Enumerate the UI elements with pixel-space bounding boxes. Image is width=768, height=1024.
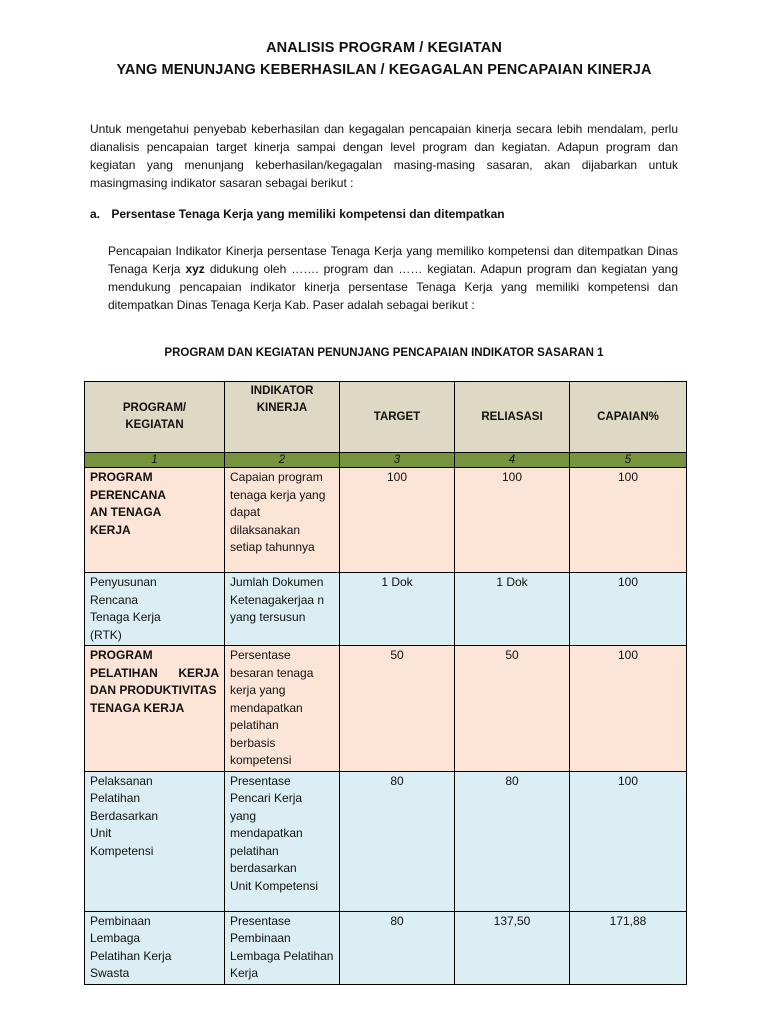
program-name-first: PROGRAM PELATIHAN KERJA <box>90 648 219 680</box>
section-paragraph <box>108 242 678 314</box>
program-name <box>85 646 225 772</box>
indicator-text: Presentase Pembinaan Lembaga Pelatihan Kerja <box>225 911 340 984</box>
kegiatan-name: Penyusunan Rencana Tenaga Kerja (RTK) <box>85 573 225 646</box>
header-program: PROGRAM/ KEGIATAN <box>85 382 225 453</box>
column-number: 1 <box>85 453 225 468</box>
table-title: PROGRAM DAN KEGIATAN PENUNJANG PENCAPAIAN INDIKATOR SASARAN 1 <box>164 347 604 359</box>
target-value: 100 <box>340 468 455 573</box>
section-heading <box>90 207 505 221</box>
target-value: 1 Dok <box>340 573 455 646</box>
column-number: 4 <box>455 453 570 468</box>
section-paragraph-part2: didukung oleh ……. program dan …… kegiatan. Adapun program dan kegiatan yang mendukung pencapaian indikator kinerja persentase Tenaga Kerja yang memiliki kompetensi dan ditempatkan Dinas Tenaga Kerja Kab. Paser adalah sebagai berikut : <box>108 262 678 312</box>
header-indikator: INDIKATOR KINERJA <box>225 382 340 453</box>
header-target: TARGET <box>340 382 455 453</box>
target-value: 50 <box>340 646 455 772</box>
header-realisasi: RELIASASI <box>455 382 570 453</box>
capaian-value: 100 <box>570 646 687 772</box>
column-number-row <box>85 453 687 468</box>
capaian-value: 100 <box>570 573 687 646</box>
table-row <box>85 911 687 984</box>
table-row <box>85 573 687 646</box>
program-name-rest: DAN PRODUKTIVITAS TENAGA KERJA <box>90 683 217 715</box>
table-row <box>85 646 687 772</box>
realisasi-value: 50 <box>455 646 570 772</box>
column-number: 5 <box>570 453 687 468</box>
document-title-line2: YANG MENUNJANG KEBERHASILAN / KEGAGALAN PENCAPAIAN KINERJA <box>116 62 652 78</box>
header-capaian: CAPAIAN% <box>570 382 687 453</box>
section-heading-text: Persentase Tenaga Kerja yang memiliki kompetensi dan ditempatkan <box>111 207 505 221</box>
indicator-text: Jumlah Dokumen Ketenagakerjaa n yang tersusun <box>225 573 340 646</box>
document-title-line1: ANALISIS PROGRAM / KEGIATAN <box>266 40 502 56</box>
section-paragraph-bold: xyz <box>185 262 205 276</box>
kegiatan-name: Pelaksanan Pelatihan Berdasarkan Unit Kompetensi <box>85 771 225 911</box>
program-name: PROGRAM PERENCANA AN TENAGA KERJA <box>85 468 225 573</box>
table-row <box>85 468 687 573</box>
capaian-value: 171,88 <box>570 911 687 984</box>
indicator-text: Persentase besaran tenaga kerja yang mendapatkan pelatihan berbasis kompetensi <box>225 646 340 772</box>
capaian-value: 100 <box>570 771 687 911</box>
indicator-text: Capaian program tenaga kerja yang dapat dilaksanakan setiap tahunnya <box>225 468 340 573</box>
table-header-row <box>85 382 687 453</box>
capaian-value: 100 <box>570 468 687 573</box>
target-value: 80 <box>340 771 455 911</box>
indicator-text: Presentase Pencari Kerja yang mendapatkan pelatihan berdasarkan Unit Kompetensi <box>225 771 340 911</box>
program-kegiatan-table <box>84 381 687 985</box>
column-number: 3 <box>340 453 455 468</box>
column-number: 2 <box>225 453 340 468</box>
section-paragraph-part1: Pencapaian Indikator Kinerja persentase Tenaga Kerja yang memiliko kompetensi dan ditempatkan Dinas Tenaga Kerja <box>108 244 678 276</box>
target-value: 80 <box>340 911 455 984</box>
intro-paragraph: Untuk mengetahui penyebab keberhasilan dan kegagalan pencapaian kinerja secara lebih mendalam, perlu dianalisis pencapaian target kinerja sampai dengan level program dan kegiatan. Adapun program dan kegiatan yang menunjang keberhasilan/kegagalan masing-masing sasaran, akan dijabarkan untuk masingmasing indikator sasaran sebagai berikut : <box>90 122 678 190</box>
realisasi-value: 1 Dok <box>455 573 570 646</box>
realisasi-value: 137,50 <box>455 911 570 984</box>
table-row <box>85 771 687 911</box>
section-label: a. <box>90 207 101 221</box>
realisasi-value: 100 <box>455 468 570 573</box>
realisasi-value: 80 <box>455 771 570 911</box>
kegiatan-name: Pembinaan Lembaga Pelatihan Kerja Swasta <box>85 911 225 984</box>
